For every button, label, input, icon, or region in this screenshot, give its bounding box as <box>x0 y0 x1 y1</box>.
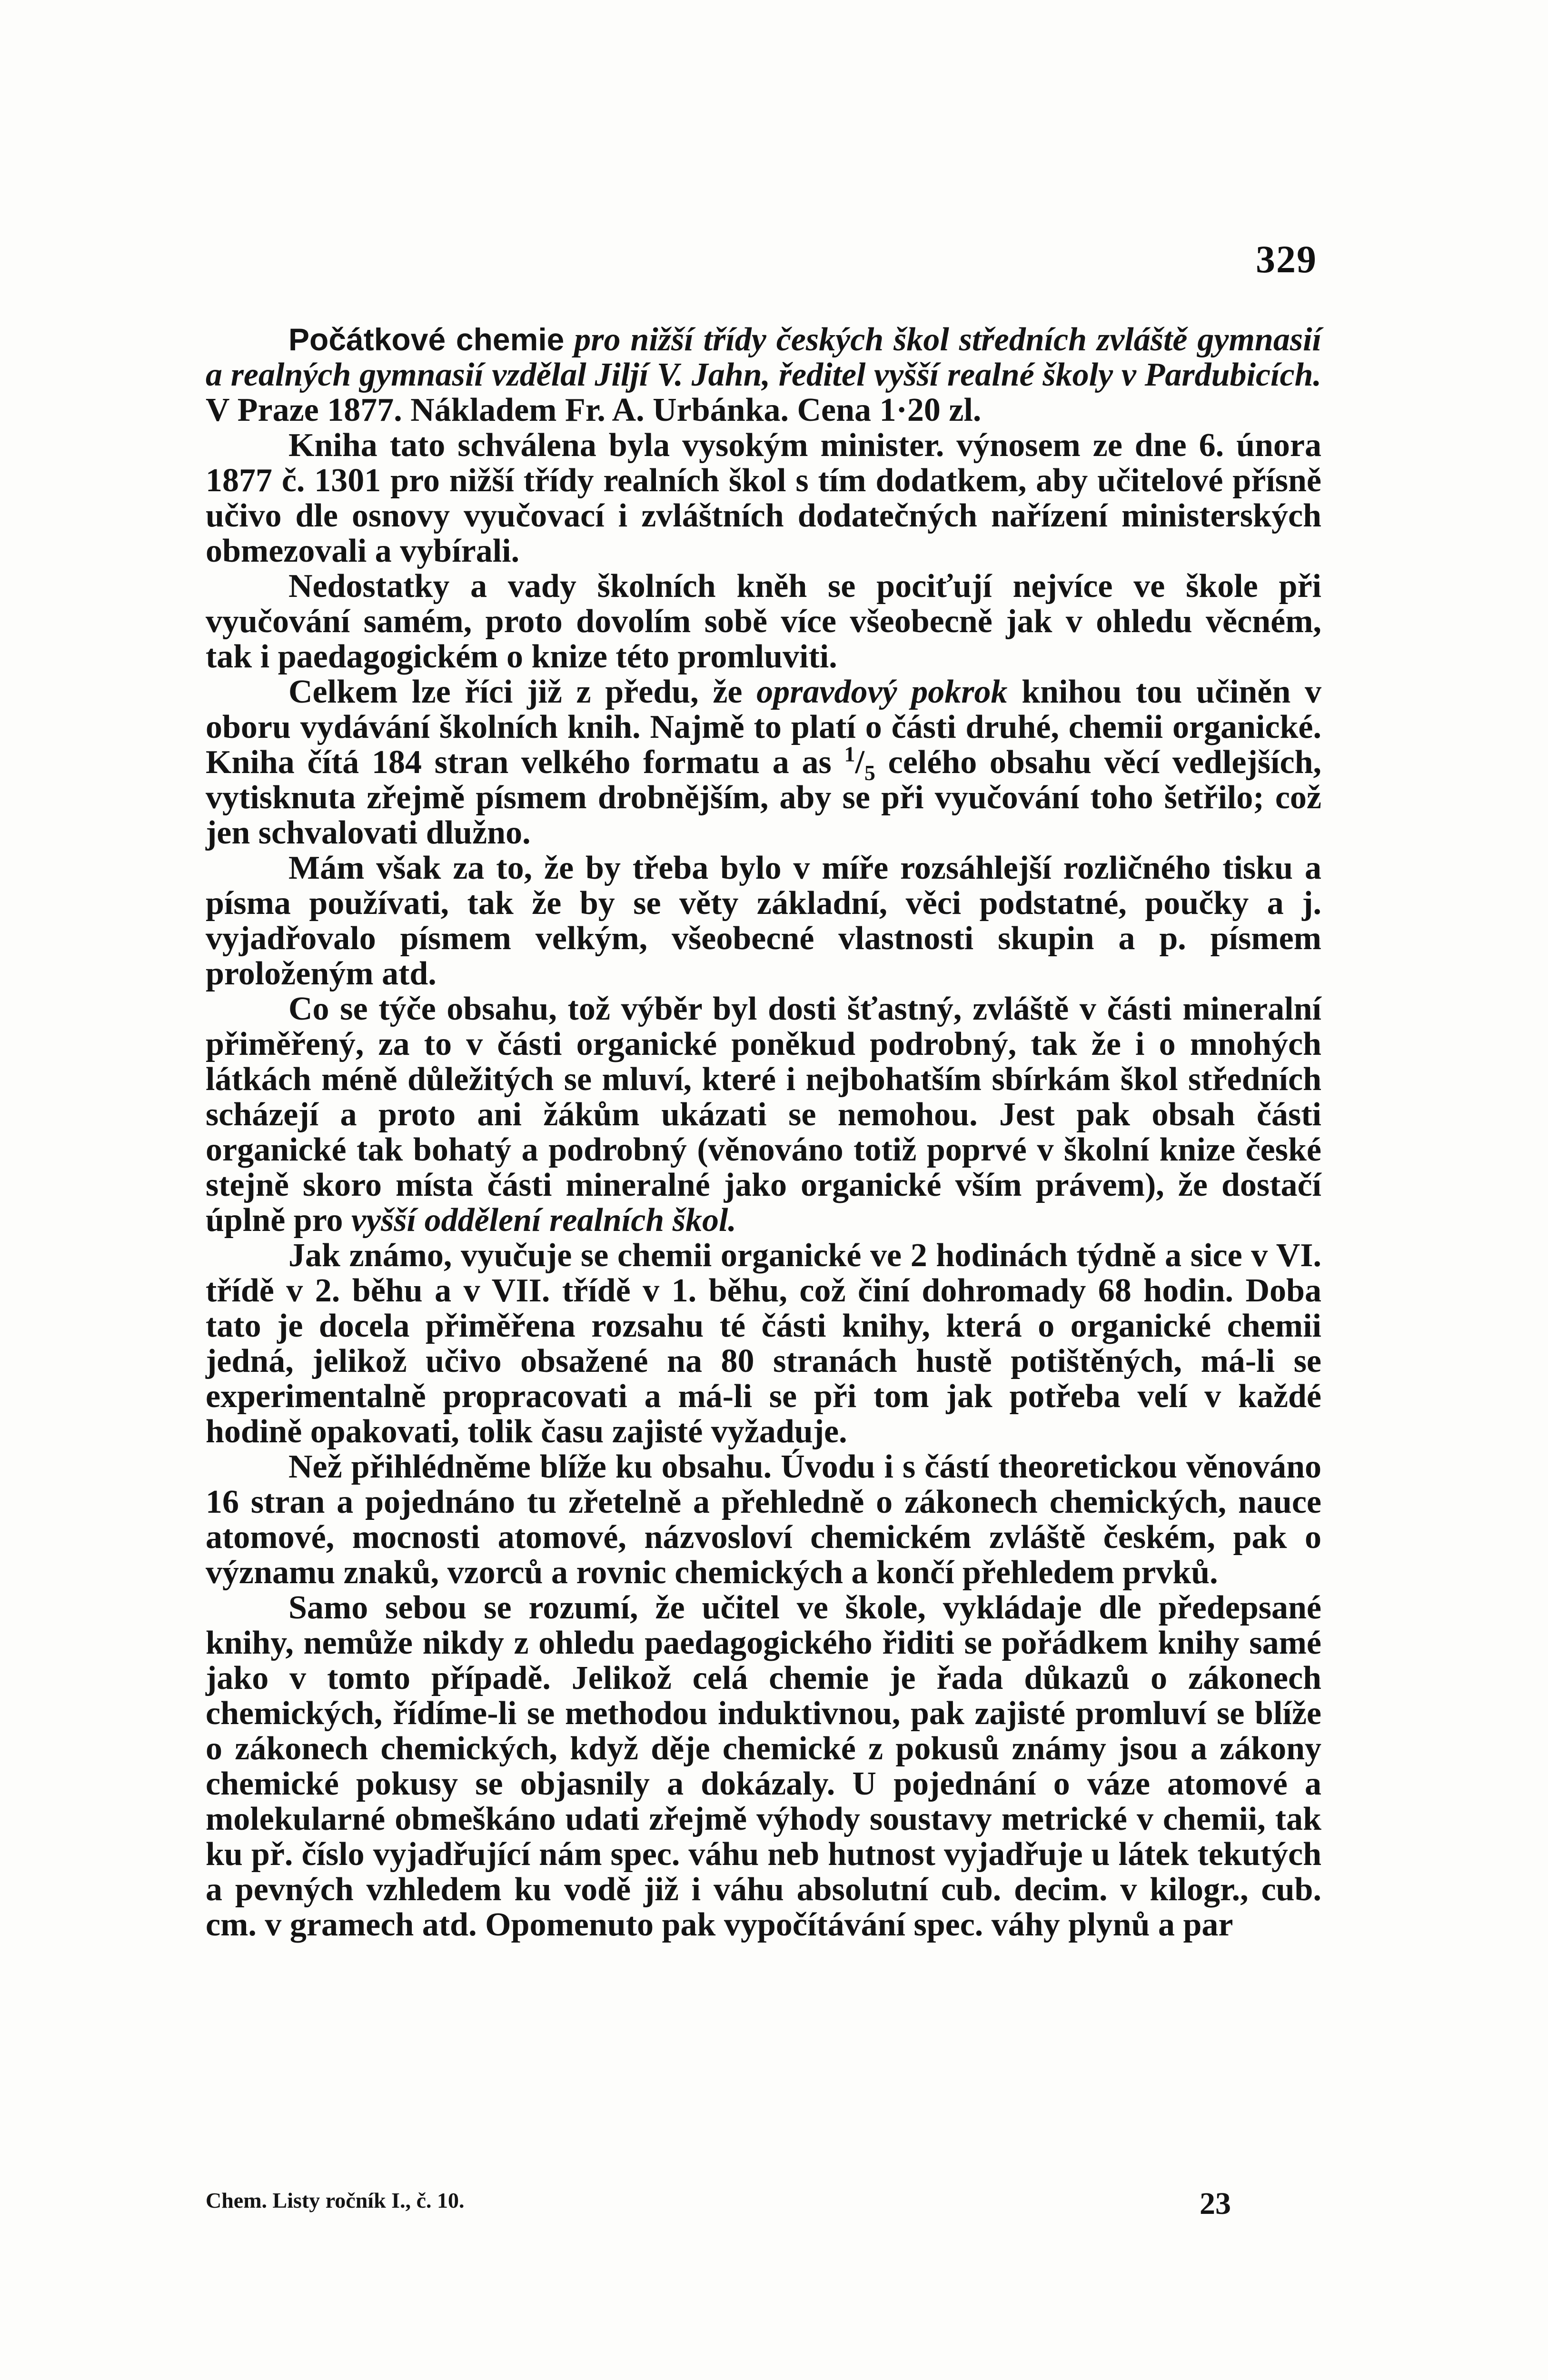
emphasis: opravdový pokrok <box>756 674 1008 710</box>
page-number: 329 <box>1256 238 1317 281</box>
paragraph: Než přihlédněme blíže ku obsahu. Úvodu i s částí theoretickou věnováno 16 stran a pojednáno tu zřetelně a přehledně o zákonech chemických, nauce atomové, mocnosti atomové, názvosloví chemickém zvláště českém, pak o významu znaků, vzorců a rovnic chemických a končí přehledem prvků. <box>206 1448 1321 1591</box>
paragraph: Nedostatky a vady školních kněh se pociťují nejvíce ve škole při vyučování samém, proto dovolím sobě více všeobecně jak v ohledu věcném, tak i paedagogickém o knize této promluviti. <box>206 568 1321 675</box>
paragraph: Celkem lze říci již z předu, že opravdový pokrok knihou tou učiněn v oboru vydávání školních knih. Najmě to platí o části druhé, chemii organické. Kniha čítá 184 stran velkého formatu a as $^1/_5$ celého obsahu věcí vedlejších, vytisknuta zřejmě písmem drobnějším, aby se při vyučování toho šetřilo; což jen schvalovati dlužno. <box>206 674 1321 851</box>
signature-mark: 23 <box>1200 2186 1231 2221</box>
review-heading <box>206 322 1321 428</box>
paragraph: Samo sebou se rozumí, že učitel ve škole, vykládaje dle předepsané knihy, nemůže nikdy z ohledu paedagogického řiditi se pořádkem knihy samé jako v tomto případě. Jelikož celá chemie je řada důkazů o zákonech chemických, řídíme-li se methodou induktivnou, pak zajisté promluví se blíže o zákonech chemických, když děje chemické z pokusů známy jsou a zákony chemické pokusy se objasnily a dokázaly. U pojednání o váze atomové a molekularné obmeškáno udati zřejmě výhody soustavy metrické v chemii, tak ku př. číslo vyjadřující nám spec. váhu neb hutnost vyjadřuje u látek tekutých a pevných vzhledem ku vodě již i váhu absolutní cub. decim. v kilogr., cub. cm. v gramech atd. Opomenuto pak vypočítávání spec. váhy plynů a par <box>206 1589 1321 1943</box>
body-text <box>206 322 1321 1943</box>
paragraph-text: Celkem lze říci již z předu, že <box>288 674 757 710</box>
paragraph-text: knihou tou učiněn v oboru vydávání školních knih. Najmě to platí o části druhé, chemii organické. Kniha čítá 184 stran velkého formatu a as <box>206 674 1321 781</box>
paragraph <box>206 992 1321 1238</box>
book-title: Počátkové chemie <box>288 322 565 357</box>
book-subtitle: pro nižší třídy českých škol středních zvláště gymnasií a realných gymnasií vzdělal Jiljí V. Jahn, ředitel vyšší realné školy v Pardubicích. <box>206 321 1321 393</box>
book-imprint: V Praze 1877. Nákladem Fr. A. Urbánka. Cena 1·20 zl. <box>206 392 982 428</box>
footer-reference: Chem. Listy ročník I., č. 10. <box>206 2188 465 2212</box>
fraction-numerator: 1 <box>844 742 855 766</box>
paragraph-text: Co se týče obsahu, tož výběr byl dosti šťastný, zvláště v části mineralní přiměřený, za to v části organické poněkud podrobný, tak že i o mnohých látkách méně důležitých se mluví, které i nejbohatším sbírkám škol středních scházejí a proto ani žákům ukázati se nemohou. Jest pak obsah části organické tak bohatý a podrobný (věnováno totiž poprvé v školní knize české stejně skoro místa části mineralné jako organické vším právem), že dostačí úplně pro <box>206 991 1321 1239</box>
fraction-denominator: 5 <box>864 761 875 785</box>
paragraph-text: celého obsahu věcí vedlejších, vytisknuta zřejmě písmem drobnějším, aby se při vyučování toho šetřilo; což jen schvalovati dlužno. <box>206 744 1321 851</box>
paragraph: Kniha tato schválena byla vysokým minister. výnosem ze dne 6. února 1877 č. 1301 pro nižší třídy realních škol s tím dodatkem, aby učitelové přísně učivo dle osnovy vyučovací i zvláštních dodatečných nařízení ministerských obmezovali a vybírali. <box>206 427 1321 569</box>
paragraph: Jak známo, vyučuje se chemii organické ve 2 hodinách týdně a sice v VI. třídě v 2. běhu a v VII. třídě v 1. běhu, což činí dohromady 68 hodin. Doba tato je docela přiměřena rozsahu té části knihy, která o organické chemii jedná, jelikož učivo obsažené na 80 stranách hustě potištěných, má-li se experimentalně propracovati a má-li se při tom jak potřeba velí v každé hodině opakovati, tolik času zajisté vyžaduje. <box>206 1237 1321 1450</box>
emphasis: vyšší oddělení realních škol. <box>351 1202 736 1239</box>
paragraph: Mám však za to, že by třeba bylo v míře rozsáhlejší rozličného tisku a písma používati, tak že by se věty základní, věci podstatné, poučky a j. vyjadřovalo písmem velkým, všeobecné vlastnosti skupin a p. písmem proloženým atd. <box>206 850 1321 992</box>
